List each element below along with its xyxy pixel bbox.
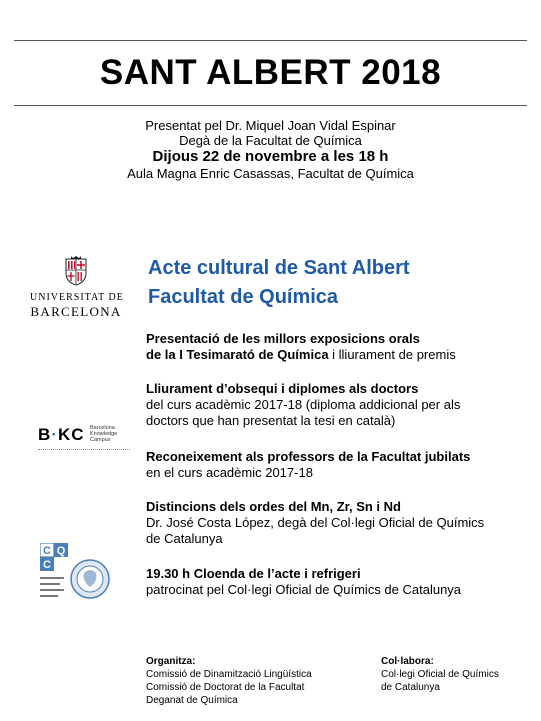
event-venue: Aula Magna Enric Casassas, Facultat de Química xyxy=(127,166,414,181)
page-title: SANT ALBERT 2018 xyxy=(99,53,442,92)
program-item-1: Presentació de les millors exposicions orals de la I Tesimarató de Química i lliurament de premis xyxy=(146,331,456,362)
presenter-role: Degà de la Facultat de Química xyxy=(179,133,362,148)
bkc-logo xyxy=(38,418,138,456)
title-box xyxy=(14,40,527,106)
organitza-label: Organitza: xyxy=(146,656,196,667)
presenter-line: Presentat pel Dr. Miquel Joan Vidal Espinar xyxy=(145,118,396,133)
bkc-logo-divider xyxy=(38,449,130,450)
ub-logo xyxy=(30,256,122,320)
cqc-letter-2: Q xyxy=(56,545,66,557)
organitza-line: Comissió de Dinamització Lingüística xyxy=(146,669,312,680)
ub-crest-icon xyxy=(65,256,87,286)
footer-organitza xyxy=(146,655,312,707)
cqc-letter-1: C xyxy=(43,545,51,557)
ub-logo-text-bottom: BARCELONA xyxy=(30,304,122,319)
bkc-logo-side-text: Barcelona Knowledge Campus xyxy=(90,425,118,443)
collabora-label: Col·labora: xyxy=(381,656,434,667)
collabora-line: de Catalunya xyxy=(381,682,440,693)
program-item-5: 19.30 h Cloenda de l’acte i refrigeri patrocinat pel Col·legi Oficial de Químics de Catalunya xyxy=(146,566,462,597)
cqc-seal-icon xyxy=(40,543,112,605)
organitza-line: Deganat de Química xyxy=(146,695,238,706)
event-heading-line-2: Facultat de Química xyxy=(148,286,339,308)
program-item-4: Distincions dels ordes del Mn, Zr, Sn i Nd Dr. José Costa López, degà del Col·legi Oficial de Químics de Catalunya xyxy=(146,499,485,546)
event-heading xyxy=(148,254,410,312)
collabora-line: Col·legi Oficial de Químics xyxy=(381,669,499,680)
footer-collabora xyxy=(381,655,499,694)
program-item-3: Reconeixement als professors de la Facultat jubilats en el curs acadèmic 2017-18 xyxy=(146,449,471,480)
bkc-logo-mark: B·KC xyxy=(38,425,85,444)
organitza-line: Comissió de Doctorat de la Facultat xyxy=(146,682,305,693)
ub-logo-text-top: UNIVERSITAT DE xyxy=(30,292,124,303)
program-item-2: Lliurament d’obsequi i diplomes als doctors del curs acadèmic 2017-18 (diploma addicional per als doctors que han presentat la tesi en català) xyxy=(146,381,461,428)
event-date: Dijous 22 de novembre a les 18 h xyxy=(152,148,389,165)
event-heading-line-1: Acte cultural de Sant Albert xyxy=(148,257,410,279)
cqc-logo xyxy=(40,543,112,605)
event-header xyxy=(0,118,541,181)
cqc-letter-3: C xyxy=(43,559,51,571)
